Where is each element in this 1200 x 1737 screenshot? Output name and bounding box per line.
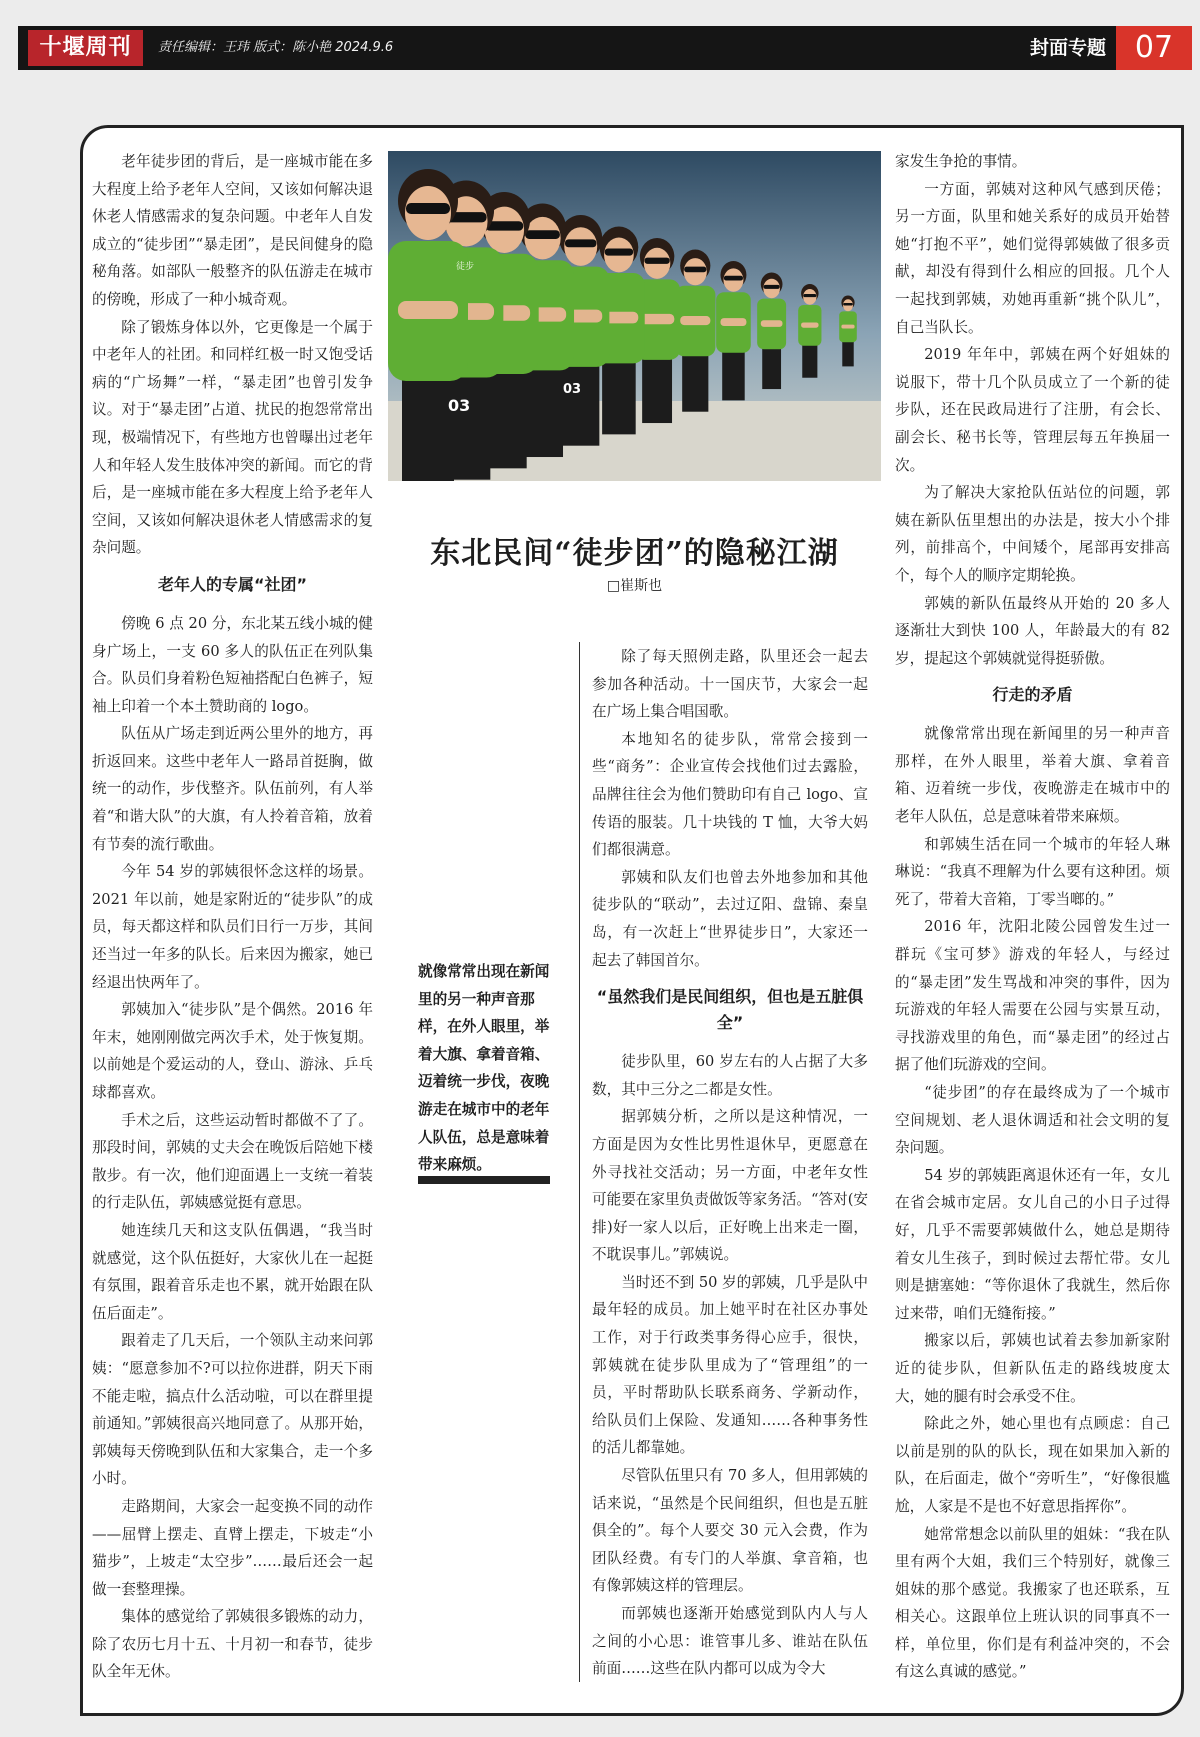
jersey-number: 03 bbox=[448, 396, 471, 415]
pull-quote: 就像常常出现在新闻里的另一种声音那样，在外人眼里，举着大旗、拿着音箱、迈着统一步伐，夜晚游走在城市中的老年人队伍，总是意味着带来麻烦。 bbox=[418, 963, 550, 1174]
paragraph: 家发生争抢的事情。 bbox=[895, 153, 1027, 170]
cover-photo-marchers bbox=[388, 151, 881, 481]
paragraph: 54 岁的郭姨距离退休还有一年，女儿在省会城市定居。女儿自己的小日子过得好，几乎不需要郭姨做什么，她总是期待着女儿生孩子，到时候过去帮忙带。女儿则是搪塞她：“等你退休了我就生，然后你过来带，咱们无缝衔接。” bbox=[895, 1166, 1170, 1322]
paragraph: 郭姨的新队伍最终从开始的 20 多人逐渐壮大到快 100 人，年龄最大的有 82 岁，提起这个郭姨就觉得挺骄傲。 bbox=[895, 594, 1170, 667]
paragraph: 而郭姨也逐渐开始感觉到队内人与人之间的小心思：谁管事儿多、谁站在队伍前面……这些在队内都可以成为令大 bbox=[592, 1605, 868, 1678]
paragraph: 除了锻炼身体以外，它更像是一个属于中老年人的社团。和同样红极一时又饱受话病的“广场舞”一样，“暴走团”也曾引发争议。对于“暴走团”占道、扰民的抱怨常常出现，极端情况下，有些地方也曾曝出过老年人和年轻人发生肢体冲突的新闻。而它的背后，是一座城市能在多大程度上给予老年人空间，又该如何解决退休老人情感需求的复杂问题。 bbox=[92, 318, 373, 557]
paragraph: 今年 54 岁的郭姨很怀念这样的场景。2021 年以前，她是家附近的“徒步队”的成员，每天都这样和队员们日行一万步，其间还当过一年多的队长。后来因为搬家，她已经退出快两年了。 bbox=[92, 863, 373, 991]
paragraph: 老年徒步团的背后，是一座城市能在多大程度上给予老年人空间，又该如何解决退休老人情感需求的复杂问题。中老年人自发成立的“徒步团”“暴走团”，是民间健身的隐秘角落。如部队一般整齐的队伍游走在城市的傍晚，形成了一种小城奇观。 bbox=[92, 153, 373, 308]
section-heading: “虽然我们是民间组织，但也是五脏俱全” bbox=[596, 987, 864, 1033]
paragraph: 跟着走了几天后，一个领队主动来问郭姨：“愿意参加不?可以拉你进群，阴天下雨不能走啦，搞点什么活动啦，可以在群里提前通知。”郭姨很高兴地同意了。从那开始，郭姨每天傍晚到队伍和大家集合，走一个多小时。 bbox=[92, 1332, 373, 1488]
paragraph: “徒步团”的存在最终成为了一个城市空间规划、老人退休调适和社会文明的复杂问题。 bbox=[895, 1084, 1170, 1157]
paragraph: 郭姨和队友们也曾去外地参加和其他徒步队的“联动”，去过辽阳、盘锦、秦皇岛，有一次赶上“世界徒步日”，大家还一起去了韩国首尔。 bbox=[592, 868, 868, 969]
section-title: 封面专题 bbox=[1029, 37, 1106, 59]
paragraph: 徒步队里，60 岁左右的人占据了大多数，其中三分之二都是女性。 bbox=[592, 1053, 868, 1098]
article-title: 东北民间“徒步团”的隐秘江湖 bbox=[430, 536, 839, 571]
paragraph: 2016 年，沈阳北陵公园曾发生过一群玩《宝可梦》游戏的年轻人，与经过的“暴走团”发生骂战和冲突的事件，因为玩游戏的年轻人需要在公园与实景互动，寻找游戏里的角色，而“暴走团”的经过占据了他们玩游戏的空间。 bbox=[895, 918, 1170, 1074]
paragraph: 傍晚 6 点 20 分，东北某五线小城的健身广场上，一支 60 多人的队伍正在列队集合。队员们身着粉色短袖搭配白色裤子，短袖上印着一个本土赞助商的 logo。 bbox=[92, 614, 373, 715]
photo-illustration bbox=[388, 151, 881, 481]
header-bar bbox=[18, 26, 1192, 70]
paragraph: 她连续几天和这支队伍偶遇，“我当时就感觉，这个队伍挺好，大家伙儿在一起挺有氛围，跟着音乐走也不累，就开始跟在队伍后面走”。 bbox=[92, 1221, 373, 1322]
paragraph: 手术之后，这些运动暂时都做不了了。那段时间，郭姨的丈夫会在晚饭后陪她下楼散步。有一次，他们迎面遇上一支统一着装的行走队伍，郭姨感觉挺有意思。 bbox=[92, 1111, 373, 1212]
paragraph: 走路期间，大家会一起变换不同的动作——屈臂上摆走、直臂上摆走，下坡走“小猫步”，上坡走“太空步”……最后还会一起做一套整理操。 bbox=[92, 1497, 373, 1598]
paragraph: 就像常常出现在新闻里的另一种声音那样，在外人眼里，举着大旗、拿着音箱、迈着统一步伐，夜晚游走在城市中的老年人队伍，总是意味着带来麻烦。 bbox=[895, 725, 1170, 826]
paragraph: 郭姨加入“徒步队”是个偶然。2016 年年末，她刚刚做完两次手术，处于恢复期。以前她是个爱运动的人，登山、游泳、乒乓球都喜欢。 bbox=[92, 1001, 373, 1101]
jersey-number: 03 bbox=[563, 382, 582, 397]
paragraph: 一方面，郭姨对这种风气感到厌倦；另一方面，队里和她关系好的成员开始替她“打抱不平”，她们觉得郭姨做了很多贡献，却没有得到什么相应的回报。几个人一起找到郭姨，劝她再重新“挑个队儿”，自己当队长。 bbox=[895, 180, 1170, 336]
pull-quote-rule bbox=[418, 1176, 550, 1184]
paragraph: 她常常想念以前队里的姐妹：“我在队里有两个大姐，我们三个特别好，就像三姐妹的那个感觉。我搬家了也还联系，互相关心。这跟单位上班认识的同事真不一样，单位里，你们是有利益冲突的，不会有这么真诚的感觉。” bbox=[895, 1525, 1170, 1681]
paragraph: 除了每天照例走路，队里还会一起去参加各种活动。十一国庆节，大家会一起在广场上集合唱国歌。 bbox=[592, 648, 868, 721]
section-heading: 老年人的专属“社团” bbox=[157, 574, 308, 594]
section-heading: 行走的矛盾 bbox=[992, 685, 1073, 705]
shirt-print: 徒步 bbox=[456, 262, 475, 272]
column-middle bbox=[592, 643, 868, 1683]
column-right bbox=[895, 148, 1170, 1686]
byline: □崔斯也 bbox=[606, 578, 663, 594]
paragraph: 当时还不到 50 岁的郭姨，几乎是队中最年轻的成员。加上她平时在社区办事处工作，对于行政类事务得心应手，很快，郭姨就在徒步队里成为了“管理组”的一员，平时帮助队长联系商务、学新动作，给队员们上保险、发通知……各种事务性的活儿都靠她。 bbox=[592, 1273, 868, 1457]
paragraph: 搬家以后，郭姨也试着去参加新家附近的徒步队，但新队伍走的路线坡度太大，她的腿有时会承受不住。 bbox=[895, 1332, 1170, 1405]
editor-info: 责任编辑：王玮 版式：陈小艳 2024.9.6 bbox=[158, 40, 394, 55]
column-divider bbox=[579, 642, 580, 1682]
paragraph: 2019 年年中，郭姨在两个好姐妹的说服下，带十几个队员成立了一个新的徒步队，还在民政局进行了注册，有会长、副会长、秘书长等，管理层每五年换届一次。 bbox=[895, 346, 1170, 474]
page-number: 07 bbox=[1116, 26, 1192, 70]
paragraph: 除此之外，她心里也有点顾虑：自己以前是别的队的队长，现在如果加入新的队，在后面走，做个“旁听生”，“好像很尴尬，人家是不是也不好意思指挥你”。 bbox=[895, 1415, 1170, 1515]
paragraph: 和郭姨生活在同一个城市的年轻人琳琳说：“我真不理解为什么要有这种团。烦死了，带着大音箱，丁零当啷的。” bbox=[895, 835, 1170, 908]
paragraph: 为了解决大家抢队伍站位的问题，郭姨在新队伍里想出的办法是，按大小个排列，前排高个，中间矮个，尾部再安排高个，每个人的顺序定期轮换。 bbox=[895, 484, 1170, 584]
paragraph: 据郭姨分析，之所以是这种情况，一方面是因为女性比男性退休早，更愿意在外寻找社交活动；另一方面，中老年女性可能要在家里负责做饭等家务活。“答对(安排)好一家人以后，正好晚上出来走一圈，不耽误事儿。”郭姨说。 bbox=[592, 1108, 868, 1264]
column-left bbox=[92, 148, 373, 1686]
paragraph: 本地知名的徒步队，常常会接到一些“商务”：企业宣传会找他们过去露脸，品牌往往会为他们赞助印有自己 logo、宣传语的服装。几十块钱的 T 恤，大爷大妈们都很满意。 bbox=[592, 730, 868, 859]
paragraph: 集体的感觉给了郭姨很多锻炼的动力，除了农历七月十五、十月初一和春节，徒步队全年无休。 bbox=[92, 1608, 373, 1681]
paragraph: 尽管队伍里只有 70 多人，但用郭姨的话来说，“虽然是个民间组织，但也是五脏俱全的”。每个人要交 30 元入会费，作为团队经费。有专门的人举旗、拿音箱，也有像郭姨这样的管理层。 bbox=[592, 1467, 868, 1595]
paragraph: 队伍从广场走到近两公里外的地方，再折返回来。这些中老年人一路昂首挺胸，做统一的动作，步伐整齐。队伍前列，有人举着“和谐大队”的大旗，有人拎着音箱，放着有节奏的流行歌曲。 bbox=[92, 725, 373, 853]
publication-logo: 十堰周刊 bbox=[28, 30, 143, 66]
